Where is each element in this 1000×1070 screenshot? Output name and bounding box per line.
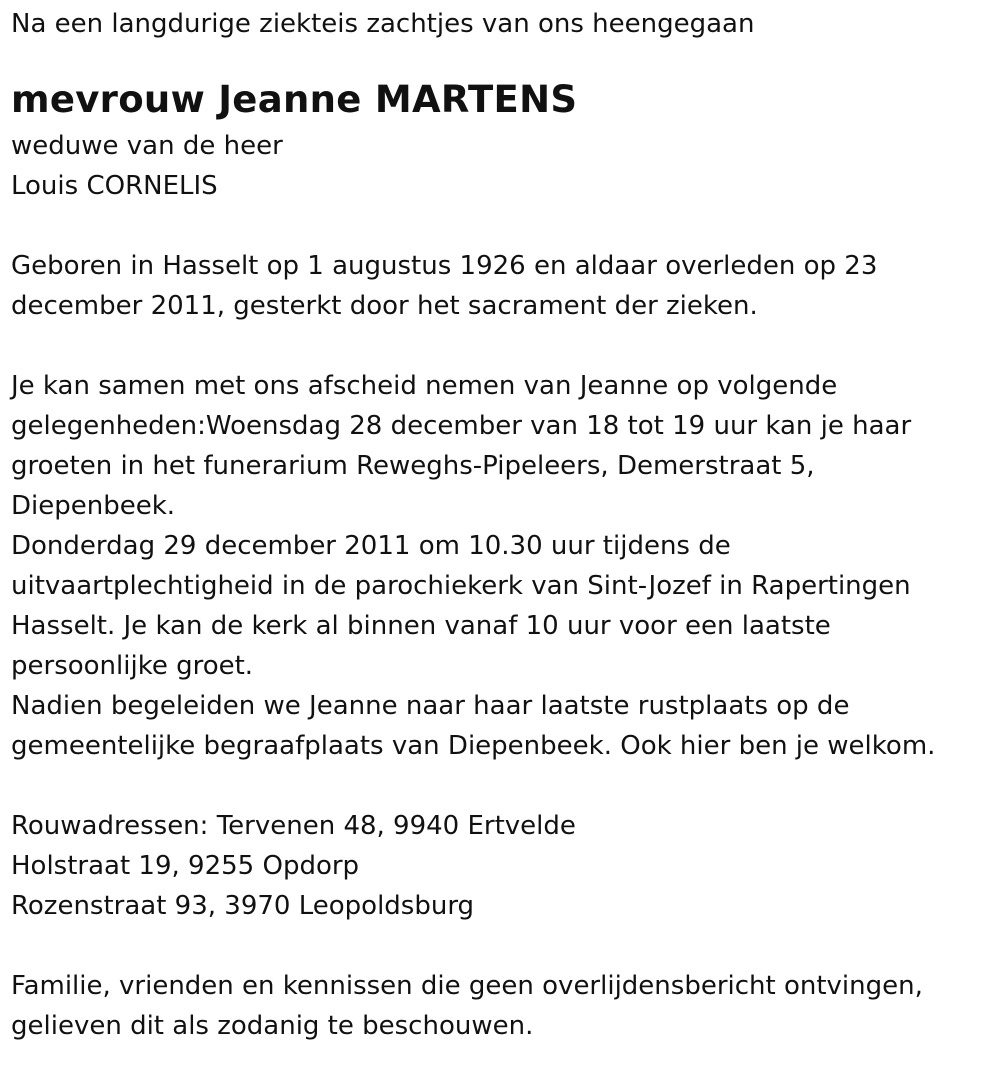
paragraph-line: december 2011, gesterkt door het sacrament der zieken. [11,291,758,321]
paragraph-line: groeten in het funerarium Reweghs-Pipeleers, Demerstraat 5, [11,451,815,481]
birth-death-paragraph [11,246,991,326]
intro-text: Na een langdurige ziekteis zachtjes van ons heengegaan [11,9,755,39]
spacer [11,926,991,966]
address-line: Rouwadressen: Tervenen 48, 9940 Ertvelde [11,811,576,841]
spacer [11,326,991,366]
paragraph-line: uitvaartplechtigheid in de parochiekerk van Sint-Jozef in Rapertingen [11,571,911,601]
paragraph-line: Je kan samen met ons afscheid nemen van Jeanne op volgende [11,371,838,401]
closing-paragraph [11,966,991,1046]
paragraph-line: gemeentelijke begraafplaats van Diepenbeek. Ook hier ben je welkom. [11,731,936,761]
death-notice [11,4,991,1046]
spouse-name: Louis CORNELIS [11,171,218,201]
address-line: Rozenstraat 93, 3970 Leopoldsburg [11,891,475,921]
paragraph-line: Diepenbeek. [11,491,176,521]
paragraph-line: Geboren in Hasselt op 1 augustus 1926 en aldaar overleden op 23 [11,251,878,281]
spacer [11,766,991,806]
paragraph-line: persoonlijke groet. [11,651,254,681]
spacer [11,44,991,74]
farewell-paragraph [11,366,991,766]
paragraph-line: gelieven dit als zodanig te beschouwen. [11,1011,534,1041]
deceased-name-heading: mevrouw Jeanne MARTENS [11,78,578,121]
spouse-line: weduwe van de heer [11,131,283,161]
paragraph-line: gelegenheden:Woensdag 28 december van 18 tot 19 uur kan je haar [11,411,912,441]
paragraph-line: Hasselt. Je kan de kerk al binnen vanaf 10 uur voor een laatste [11,611,831,641]
paragraph-line: Nadien begeleiden we Jeanne naar haar laatste rustplaats op de [11,691,850,721]
paragraph-line: Familie, vrienden en kennissen die geen overlijdensbericht ontvingen, [11,971,923,1001]
mourning-addresses [11,806,991,926]
address-line: Holstraat 19, 9255 Opdorp [11,851,360,881]
paragraph-line: Donderdag 29 december 2011 om 10.30 uur tijdens de [11,531,731,561]
spacer [11,206,991,246]
